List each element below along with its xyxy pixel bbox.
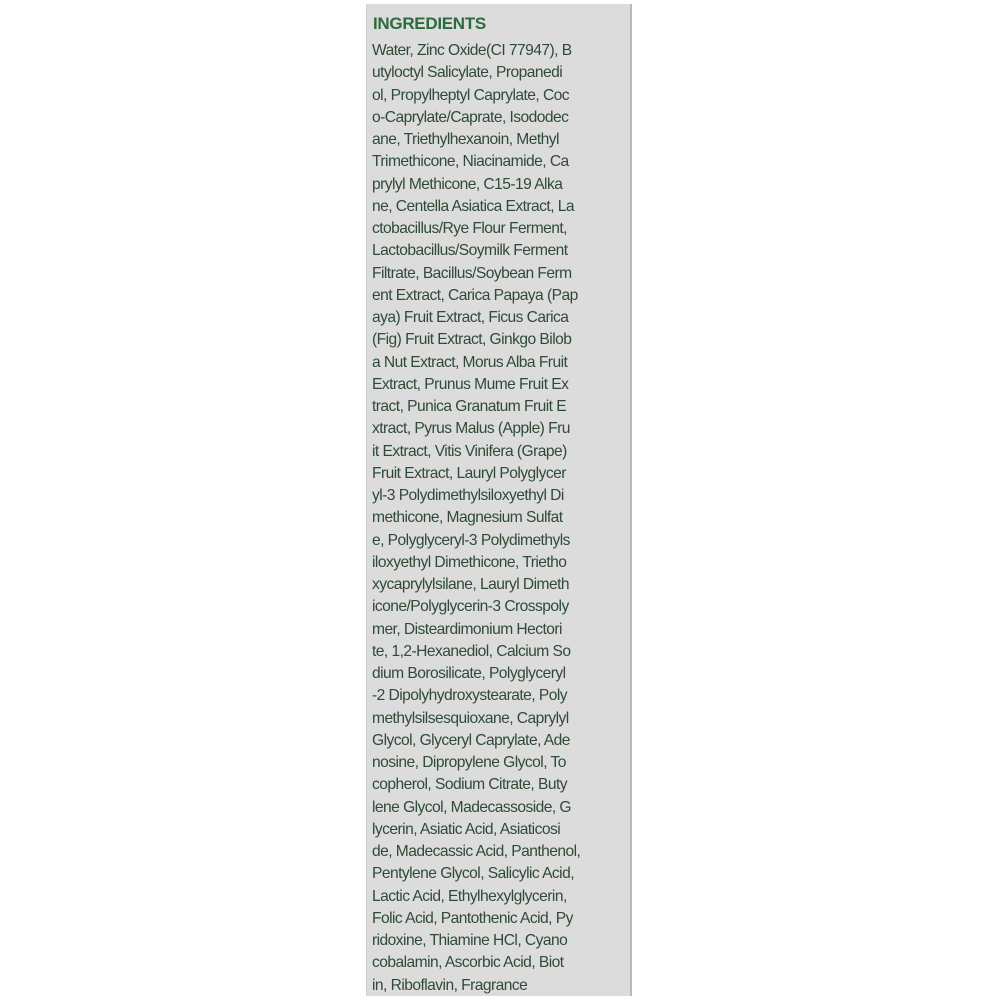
ingredient-line: Water, Zinc Oxide(CI 77947), B xyxy=(372,42,572,59)
ingredient-line: nosine, Dipropylene Glycol, To xyxy=(372,754,566,771)
ingredient-line: copherol, Sodium Citrate, Buty xyxy=(372,776,567,794)
ingredient-line: Fruit Extract, Lauryl Polyglycer xyxy=(372,464,566,482)
ingredient-line: ridoxine, Thiamine HCl, Cyano xyxy=(372,932,568,949)
ingredient-line: Pentylene Glycol, Salicylic Acid, xyxy=(372,865,574,883)
ingredient-line: de, Madecassic Acid, Panthenol, xyxy=(372,843,581,860)
ingredient-line: Glycol, Glyceryl Caprylate, Ade xyxy=(372,731,570,749)
ingredient-line: ent Extract, Carica Papaya (Pap xyxy=(372,286,578,304)
ingredients-heading: INGREDIENTS xyxy=(373,14,486,33)
ingredient-line: methicone, Magnesium Sulfat xyxy=(372,509,563,527)
ingredient-line: o-Caprylate/Caprate, Isododec xyxy=(372,108,569,126)
ingredient-line: e, Polyglyceryl-3 Polydimethyls xyxy=(372,531,570,549)
ingredient-line: yl-3 Polydimethylsiloxyethyl Di xyxy=(372,487,564,504)
ingredients-list xyxy=(372,40,580,996)
ingredient-line: ne, Centella Asiatica Extract, La xyxy=(372,197,575,215)
ingredient-line: a Nut Extract, Morus Alba Fruit xyxy=(372,353,568,371)
ingredient-line: Lactobacillus/Soymilk Ferment xyxy=(372,242,568,260)
ingredient-line: Trimethicone, Niacinamide, Ca xyxy=(372,153,569,171)
ingredient-line: cobalamin, Ascorbic Acid, Biot xyxy=(372,954,564,972)
ingredient-line: prylyl Methicone, C15-19 Alka xyxy=(372,175,563,193)
ingredient-line: te, 1,2-Hexanediol, Calcium So xyxy=(372,642,571,660)
ingredient-line: Filtrate, Bacillus/Soybean Ferm xyxy=(372,264,572,282)
ingredient-line: dium Borosilicate, Polyglyceryl xyxy=(372,665,566,682)
ingredient-line: aya) Fruit Extract, Ficus Carica xyxy=(372,309,569,326)
ingredient-line: lycerin, Asiatic Acid, Asiaticosi xyxy=(372,820,561,838)
ingredient-line: (Fig) Fruit Extract, Ginkgo Bilob xyxy=(372,331,572,349)
ingredient-line: it Extract, Vitis Vinifera (Grape) xyxy=(372,442,567,460)
ingredient-line: ane, Triethylhexanoin, Methyl xyxy=(372,131,559,148)
ingredient-line: lene Glycol, Madecassoside, G xyxy=(372,798,571,816)
ingredient-line: tract, Punica Granatum Fruit E xyxy=(372,398,567,415)
ingredient-line: mer, Disteardimonium Hectori xyxy=(372,620,562,638)
ingredients-panel xyxy=(366,4,632,996)
ingredient-line: Extract, Prunus Mume Fruit Ex xyxy=(372,375,569,393)
ingredient-line: methylsilsesquioxane, Caprylyl xyxy=(372,709,569,727)
ingredient-line: -2 Dipolyhydroxystearate, Poly xyxy=(372,687,567,705)
ingredient-line: ol, Propylheptyl Caprylate, Coc xyxy=(372,86,570,104)
ingredient-line: ctobacillus/Rye Flour Ferment, xyxy=(372,220,567,237)
ingredient-line: in, Riboflavin, Fragrance xyxy=(372,976,528,994)
ingredient-line: utyloctyl Salicylate, Propanedi xyxy=(372,64,563,82)
ingredient-line: xycaprylylsilane, Lauryl Dimeth xyxy=(372,576,570,593)
ingredient-line: xtract, Pyrus Malus (Apple) Fru xyxy=(372,420,570,438)
ingredient-line: iloxyethyl Dimethicone, Trietho xyxy=(372,553,567,571)
ingredient-line: Folic Acid, Pantothenic Acid, Py xyxy=(372,909,573,927)
ingredient-line: icone/Polyglycerin-3 Crosspoly xyxy=(372,598,569,616)
ingredient-line: Lactic Acid, Ethylhexylglycerin, xyxy=(372,887,567,905)
